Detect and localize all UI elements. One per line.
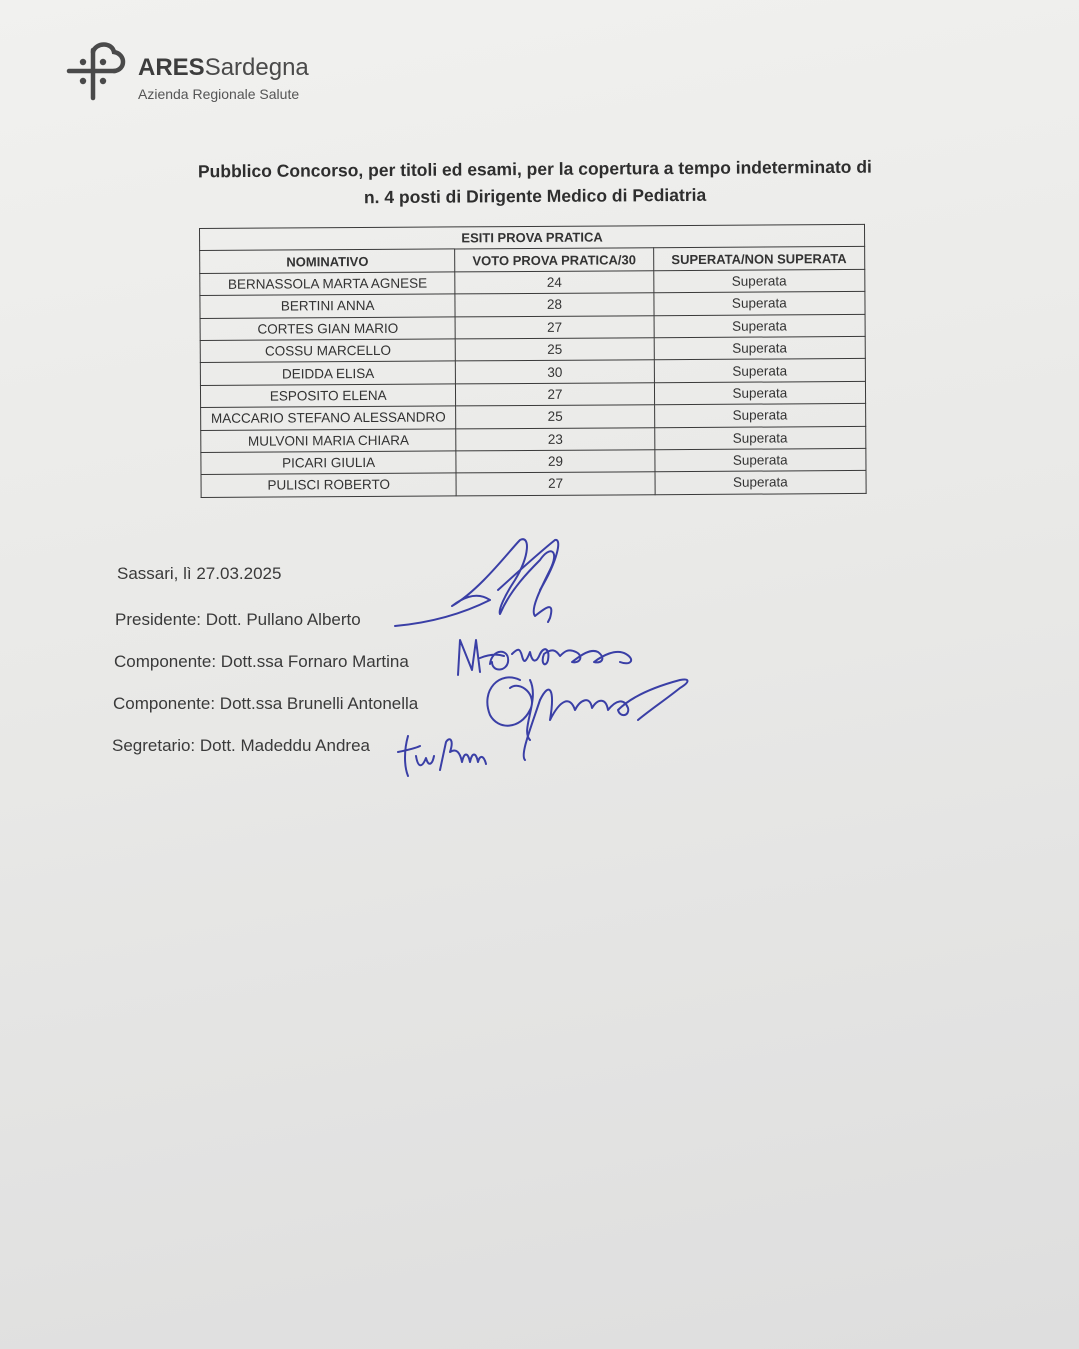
column-header-outcome: SUPERATA/NON SUPERATA xyxy=(653,247,864,271)
candidate-outcome: Superata xyxy=(655,471,866,495)
candidate-outcome: Superata xyxy=(653,269,864,293)
candidate-name: MULVONI MARIA CHIARA xyxy=(201,428,457,452)
title-line-1: Pubblico Concorso, per titoli ed esami, per la copertura a tempo indeterminato di xyxy=(197,156,872,182)
candidate-outcome: Superata xyxy=(654,359,865,383)
candidate-outcome: Superata xyxy=(654,336,865,360)
candidate-outcome: Superata xyxy=(654,314,865,338)
candidate-score: 28 xyxy=(455,293,653,317)
candidate-score: 25 xyxy=(456,338,654,362)
org-name: ARESSardegna xyxy=(138,54,309,81)
candidate-name: DEIDDA ELISA xyxy=(200,361,456,385)
member-1-line: Componente: Dott.ssa Fornaro Martina xyxy=(114,652,409,671)
candidate-score: 30 xyxy=(456,360,654,384)
member-2-line: Componente: Dott.ssa Brunelli Antonella xyxy=(113,694,419,713)
candidate-score: 29 xyxy=(456,450,654,474)
candidate-outcome: Superata xyxy=(654,404,865,428)
signature-member-2 xyxy=(487,677,687,740)
title-line-2: n. 4 posti di Dirigente Medico di Pediatria xyxy=(363,184,707,208)
candidate-score: 23 xyxy=(456,427,654,451)
place-date: Sassari, lì 27.03.2025 xyxy=(117,564,282,583)
signature-secretary xyxy=(398,736,486,776)
candidate-score: 27 xyxy=(456,472,654,496)
results-table xyxy=(199,224,867,498)
candidate-name: ESPOSITO ELENA xyxy=(200,384,456,408)
column-header-score: VOTO PROVA PRATICA/30 xyxy=(455,248,653,272)
candidate-outcome: Superata xyxy=(655,448,866,472)
candidate-name: CORTES GIAN MARIO xyxy=(200,316,456,340)
signature-president xyxy=(395,539,554,626)
candidate-name: BERNASSOLA MARTA AGNESE xyxy=(200,272,456,296)
ares-cross-logo-icon xyxy=(66,40,130,104)
column-header-name: NOMINATIVO xyxy=(200,249,456,273)
candidate-name: MACCARIO STEFANO ALESSANDRO xyxy=(201,406,457,430)
candidate-name: COSSU MARCELLO xyxy=(200,339,456,363)
president-line: Presidente: Dott. Pullano Alberto xyxy=(115,610,361,629)
signature-member-1 xyxy=(458,640,631,675)
document-title xyxy=(140,153,930,213)
org-subtitle: Azienda Regionale Salute xyxy=(138,86,300,102)
candidate-outcome: Superata xyxy=(654,381,865,405)
candidate-name: PULISCI ROBERTO xyxy=(201,473,457,497)
candidate-name: BERTINI ANNA xyxy=(200,294,456,318)
handwritten-signatures xyxy=(380,530,720,790)
candidate-score: 25 xyxy=(456,405,654,429)
table-caption: ESITI PROVA PRATICA xyxy=(200,224,865,250)
table-row xyxy=(201,471,866,497)
candidate-outcome: Superata xyxy=(654,292,865,316)
candidate-score: 24 xyxy=(455,271,653,295)
candidate-name: PICARI GIULIA xyxy=(201,451,457,475)
candidate-score: 27 xyxy=(456,382,654,406)
secretary-line: Segretario: Dott. Madeddu Andrea xyxy=(112,736,370,755)
candidate-score: 27 xyxy=(455,315,653,339)
candidate-outcome: Superata xyxy=(654,426,865,450)
org-logo xyxy=(66,40,326,104)
